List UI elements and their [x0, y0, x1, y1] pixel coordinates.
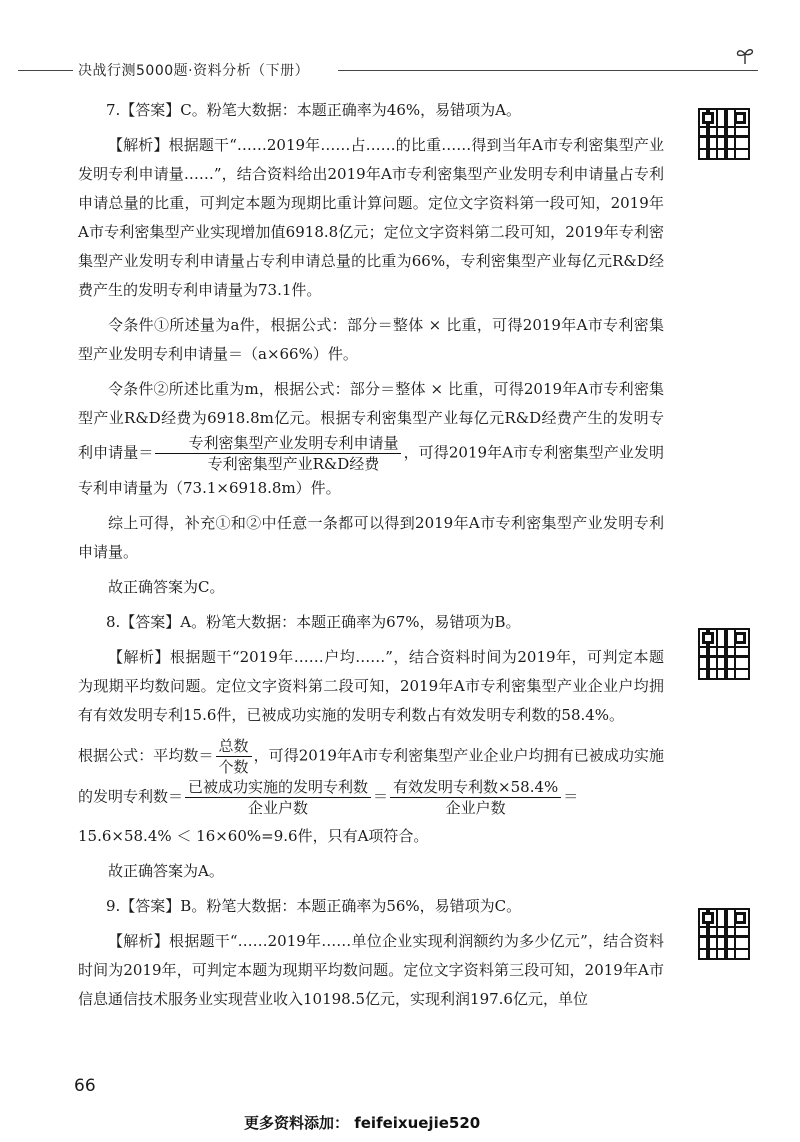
- page-number: 66: [74, 1076, 96, 1096]
- q8-fraction-1-denominator: 企业户数: [248, 799, 309, 817]
- q7-condition-2-tail: ，可得2019年A市专利密集型产业发明专利申请量为（73.1×6918.8m）件。: [78, 443, 664, 497]
- header-rule-right: [338, 70, 758, 71]
- qr-code-q7: [698, 108, 750, 160]
- q8-equals-2: ＝: [563, 787, 579, 806]
- q8-average-denominator: 个数: [218, 758, 249, 776]
- q8-average-numerator: 总数: [216, 736, 252, 757]
- q7-analysis: 【解析】根据题干“……2019年……占……的比重……得到当年A市专利密集型产业发明专利申请量……”，结合资料给出2019年A市专利密集型产业发明专利申请量占专利申请总量的比重，可判定本题为现期比重计算问题。定位文字资料第一段可知，2019年A市专利密集型产业实现增加值6918.8亿元；定位文字资料第二段可知，2019年专利密集型产业发明专利申请量占专利申请总量的比重为66%，专利密集型产业每亿元R&D经费产生的发明专利申请量为73.1件。: [78, 136, 664, 299]
- q8-analysis: 【解析】根据题干“2019年……户均……”，结合资料时间为2019年，可判定本题为现期平均数问题。定位文字资料第二段可知，2019年A市专利密集型产业企业户均拥有有效发明专利15.6件，已被成功实施的发明专利数占有效发明专利数的58.4%。: [78, 648, 664, 724]
- q9-answer-line: 9.【答案】B。粉笔大数据：本题正确率为56%，易错项为C。: [106, 897, 522, 915]
- page-content: [78, 96, 664, 1020]
- q7-answer-line: 7.【答案】C。粉笔大数据：本题正确率为46%，易错项为A。: [106, 101, 521, 119]
- header-title: 决战行测5000题·资料分析（下册）: [78, 63, 310, 79]
- q8-formula: [78, 736, 664, 818]
- q7-condition-2: [78, 375, 664, 503]
- q9-analysis: 【解析】根据题干“……2019年……单位企业实现利润额约为多少亿元”，结合资料时间为2019年，可判定本题为现期平均数问题。定位文字资料第三段可知，2019年A市信息通信技术服务业实现营业收入10198.5亿元，实现利润197.6亿元，单位: [78, 932, 664, 1008]
- q8-fraction-1-numerator: 已被成功实施的发明专利数: [185, 777, 371, 798]
- sprout-icon: [734, 44, 756, 71]
- running-header: [18, 58, 758, 82]
- q8-fraction-2-numerator: 有效发明专利数×58.4%: [390, 777, 561, 798]
- q7-condition-2-text: 令条件②所述比重为m，根据公式：部分＝整体 × 比重，可得2019年A市专利密集型产业R&D经费为6918.8m亿元。根据专利密集型产业每亿元R&D经费产生的发明专利申请量＝: [78, 380, 664, 462]
- q7-summary: 综上可得，补充①和②中任意一条都可以得到2019年A市专利密集型产业发明专利申请量。: [78, 514, 664, 561]
- q8-fraction-2: [390, 777, 561, 818]
- q8-fraction-1: [185, 777, 371, 818]
- q8-formula-post: ，可得2019年A市专利密集型产业企业户均拥有已被成功实施的发明专利数＝: [78, 746, 664, 806]
- qr-code-q9: [698, 908, 750, 960]
- header-rule-left: [18, 70, 73, 71]
- q8-average-fraction: [216, 736, 252, 777]
- q8-calculation: 15.6×58.4% ＜ 16×60%=9.6件，只有A项符合。: [78, 827, 429, 845]
- q8-formula-pre: 根据公式：平均数＝: [78, 746, 214, 765]
- q7-conclusion: 故正确答案为C。: [108, 578, 225, 596]
- qr-code-q8: [698, 628, 750, 680]
- q8-conclusion: 故正确答案为A。: [108, 862, 224, 880]
- q7-fraction-numerator: 专利密集型产业发明专利申请量: [155, 433, 401, 454]
- q8-equals: ＝: [373, 787, 389, 806]
- q7-fraction: [155, 433, 401, 474]
- q7-condition-1: 令条件①所述量为a件，根据公式：部分＝整体 × 比重，可得2019年A市专利密集型产业发明专利申请量＝（a×66%）件。: [78, 316, 664, 363]
- q7-fraction-denominator: 专利密集型产业R&D经费: [207, 455, 380, 473]
- q8-answer-line: 8.【答案】A。粉笔大数据：本题正确率为67%，易错项为B。: [106, 613, 521, 631]
- q8-fraction-2-denominator: 企业户数: [445, 799, 506, 817]
- footer-watermark: 更多资料添加： feifeixuejie520: [244, 1114, 481, 1132]
